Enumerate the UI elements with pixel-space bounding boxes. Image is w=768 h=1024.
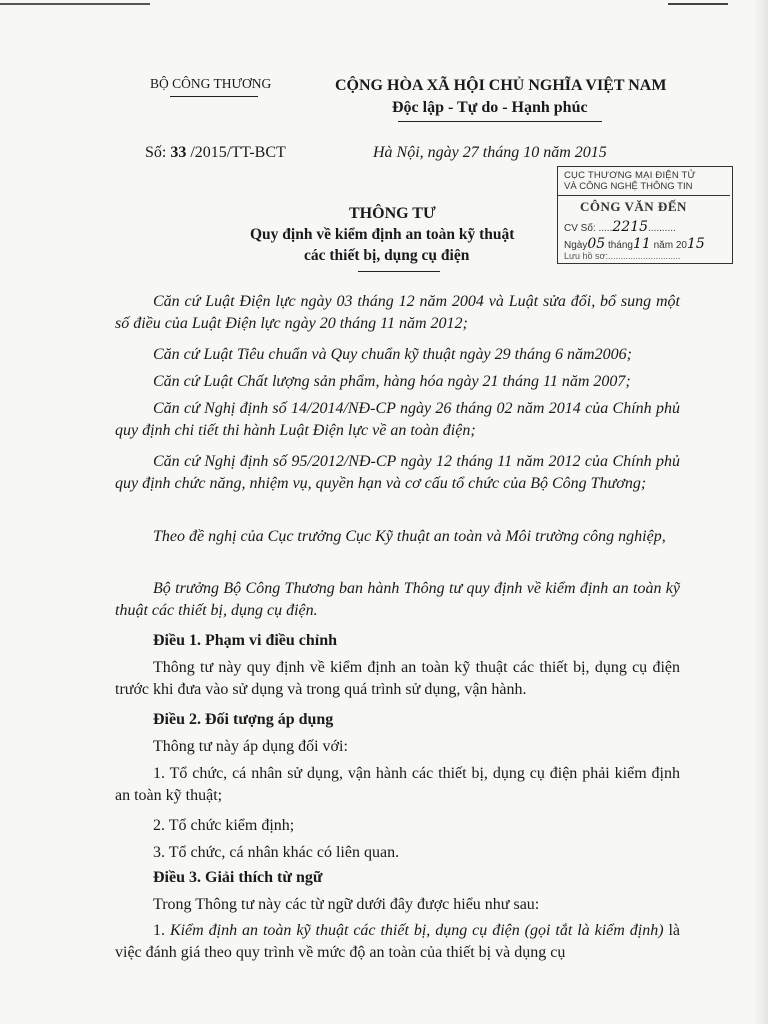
legal-basis-5: Căn cứ Nghị định số 95/2012/NĐ-CP ngày 12 tháng 11 năm 2012 của Chính phủ quy định chức năng, nhiệm vụ, quyền hạn và cơ cấu tổ chức của Bộ Công Thương; (115, 453, 680, 492)
article-2-item-2: 2. Tổ chức kiểm định; (153, 817, 295, 834)
ministry-name: BỘ CÔNG THƯƠNG (150, 76, 272, 91)
legal-basis-6: Theo đề nghị của Cục trưởng Cục Kỹ thuật an toàn và Môi trường công nghiệp, (153, 528, 666, 545)
document-title-line1: Quy định về kiểm định an toàn kỹ thuật (250, 226, 515, 243)
document-type: THÔNG TƯ (349, 205, 436, 222)
legal-basis-3: Căn cứ Luật Chất lượng sản phẩm, hàng hóa ngày 21 tháng 11 năm 2007; (153, 373, 631, 390)
article-3-heading: Điều 3. Giải thích từ ngữ (153, 869, 323, 886)
legal-basis-1: Căn cứ Luật Điện lực ngày 03 tháng 12 năm 2004 và Luật sửa đổi, bổ sung một số điều của Luật Điện lực ngày 20 tháng 11 năm 2012; (115, 293, 680, 332)
motto-underline (398, 121, 602, 122)
scan-edge-mark (0, 3, 150, 5)
scan-edge-mark (668, 3, 728, 5)
stamp-day: 05 (587, 236, 606, 252)
article-2-item-3: 3. Tổ chức, cá nhân khác có liên quan. (153, 844, 400, 861)
article-2-heading: Điều 2. Đối tượng áp dụng (153, 711, 334, 728)
legal-basis-7: Bộ trưởng Bộ Công Thương ban hành Thông tư quy định về kiểm định an toàn kỹ thuật các thiết bị, dụng cụ điện. (115, 580, 680, 619)
stamp-cv-row: CV Số: .....2215.......... (564, 219, 676, 235)
article-1-text: Thông tư này quy định về kiểm định an toàn kỹ thuật các thiết bị, dụng cụ điện trước khi đưa vào sử dụng và trong quá trình sử dụng, vận hành. (115, 659, 680, 698)
national-motto: Độc lập - Tự do - Hạnh phúc (392, 99, 588, 116)
article-3-item-1: 1. Kiểm định an toàn kỹ thuật các thiết bị, dụng cụ điện (gọi tắt là kiểm định) là việc đánh giá theo quy trình về mức độ an toàn của thiết bị và dụng cụ (115, 922, 680, 961)
stamp-year: 15 (686, 236, 705, 252)
article-3-text: Trong Thông tư này các từ ngữ dưới đây được hiểu như sau: (153, 896, 540, 913)
stamp-date-row: Ngày05 tháng11 năm 2015 (564, 236, 705, 252)
ministry-underline (170, 96, 258, 97)
republic-name: CỘNG HÒA XÃ HỘI CHỦ NGHĨA VIỆT NAM (335, 77, 667, 94)
title-underline (358, 271, 440, 272)
stamp-title: CÔNG VĂN ĐẾN (580, 199, 687, 214)
stamp-cv-number: 2215 (612, 219, 649, 235)
article-2-text: Thông tư này áp dụng đối với: (153, 738, 348, 755)
place-and-date: Hà Nội, ngày 27 tháng 10 năm 2015 (373, 144, 607, 161)
page-edge-shadow (754, 0, 768, 1024)
stamp-org-line1: CỤC THƯƠNG MẠI ĐIỆN TỬ (564, 170, 696, 181)
stamp-month: 11 (633, 236, 651, 252)
article-2-item-1: 1. Tổ chức, cá nhân sử dụng, vận hành các thiết bị, dụng cụ điện phải kiểm định an toàn kỹ thuật; (115, 765, 680, 804)
received-stamp (557, 166, 733, 264)
document-number: Số: 33 /2015/TT-BCT (145, 144, 286, 161)
legal-basis-2: Căn cứ Luật Tiêu chuẩn và Quy chuẩn kỹ thuật ngày 29 tháng 6 năm2006; (153, 346, 632, 363)
legal-basis-4: Căn cứ Nghị định số 14/2014/NĐ-CP ngày 26 tháng 02 năm 2014 của Chính phủ quy định chi tiết thi hành Luật Điện lực về an toàn điện; (115, 400, 680, 439)
stamp-org-line2: VÀ CÔNG NGHỆ THÔNG TIN (564, 181, 693, 192)
stamp-divider (558, 195, 730, 196)
document-title-line2: các thiết bị, dụng cụ điện (304, 247, 470, 264)
article-1-heading: Điều 1. Phạm vi điều chỉnh (153, 632, 338, 649)
stamp-file-row: Lưu hồ sơ:............................. (564, 251, 681, 261)
